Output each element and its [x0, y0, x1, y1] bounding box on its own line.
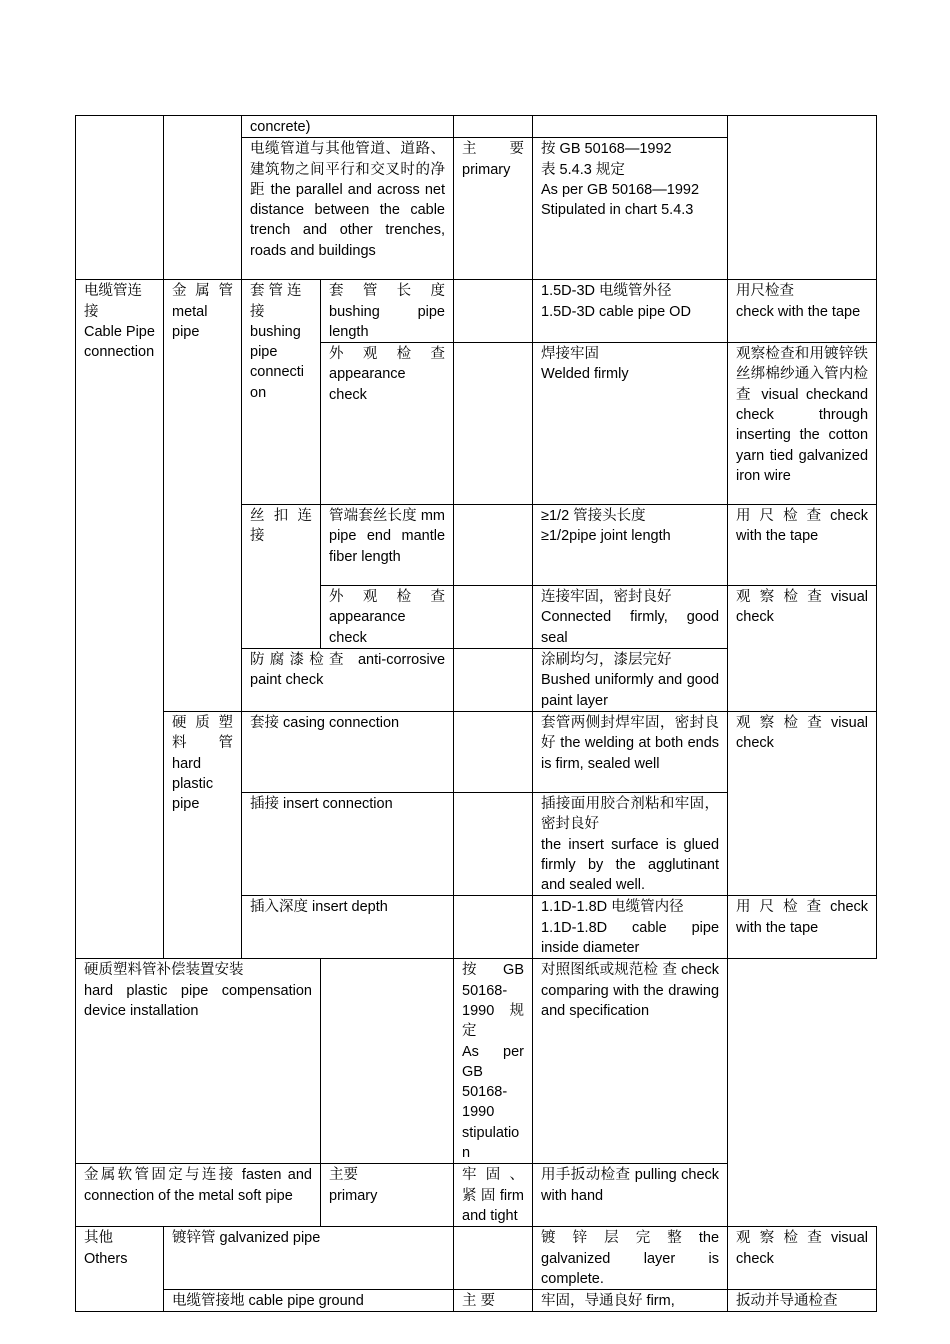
table-row — [76, 1227, 877, 1290]
cell-standard: 焊接牢固 Welded firmly — [533, 343, 728, 505]
cell-item: 镀锌管 galvanized pipe — [164, 1227, 454, 1290]
inspection-table — [75, 115, 877, 1312]
cell-blank — [76, 116, 164, 280]
cell-standard: 连接牢固，密封良好 Connected firmly, good seal — [533, 586, 728, 649]
cell-standard: 涂刷均匀，漆层完好 Bushed uniformly and good paint layer — [533, 649, 728, 712]
cell-blank — [454, 586, 533, 649]
cell-subcategory: 金 属 管 metal pipe — [164, 280, 242, 712]
cell-item: 硬质塑料管补偿装置安装 hard plastic pipe compensation device installation — [76, 959, 321, 1164]
cell-category: 其他 Others — [76, 1227, 164, 1312]
cell-item: 插接 insert connection — [242, 792, 454, 895]
cell-blank — [454, 1227, 533, 1290]
cell-method: 用 尺 检 查 check with the tape — [728, 505, 877, 586]
cell-standard: 按 GB 50168-1990 规定 As per GB 50168-1990 stipulation — [454, 959, 533, 1164]
cell-method: 用手扳动检查 pulling check with hand — [533, 1164, 728, 1227]
cell-method: 观 察 检 查 visual check — [728, 711, 877, 895]
cell-standard: 1.5D-3D 电缆管外径 1.5D-3D cable pipe OD — [533, 280, 728, 343]
cell-blank — [454, 649, 533, 712]
cell-method: 用 尺 检 查 check with the tape — [728, 896, 877, 959]
cell-standard: ≥1/2 管接头长度 ≥1/2pipe joint length — [533, 505, 728, 586]
cell-method: 用尺检查 check with the tape — [728, 280, 877, 343]
cell-item: 插入深度 insert depth — [242, 896, 454, 959]
cell-item: 外 观 检 查 appearance check — [321, 343, 454, 505]
cell-item: 管端套丝长度 mm pipe end mantle fiber length — [321, 505, 454, 586]
table-row — [76, 711, 877, 792]
cell-blank — [454, 280, 533, 343]
cell-standard: 1.1D-1.8D 电缆管内径 1.1D-1.8D cable pipe inside diameter — [533, 896, 728, 959]
cell-blank — [321, 959, 454, 1164]
table-row — [76, 1290, 877, 1312]
cell-item: 外 观 检 查 appearance check — [321, 586, 454, 649]
cell-standard: 按 GB 50168—1992 表 5.4.3 规定 As per GB 50168—1992 Stipulated in chart 5.4.3 — [533, 138, 728, 280]
cell-item: 金属软管固定与连接 fasten and connection of the metal soft pipe — [76, 1164, 321, 1227]
cell-item: 套 管 长 度 bushing pipe length — [321, 280, 454, 343]
cell-level: 主要 primary — [321, 1164, 454, 1227]
table-row — [76, 1164, 877, 1227]
cell-method: 对照图纸或规范检 查 check comparing with the drawing and specification — [533, 959, 728, 1164]
cell-level: 主 要 primary — [454, 138, 533, 280]
cell-blank — [454, 505, 533, 586]
table-row — [76, 959, 877, 1164]
cell-standard: 牢固，导通良好 firm, — [533, 1290, 728, 1312]
cell-subcategory: 硬 质 塑 料 管 hard plastic pipe — [164, 711, 242, 958]
cell-connection-type: 套 管 连 接 bushing pipe connection — [242, 280, 321, 505]
table-row — [76, 280, 877, 343]
cell-connection-type: 丝 扣 连 接 — [242, 505, 321, 649]
cell-method: 观察检查和用镀锌铁丝绑棉纱通入管内检查 visual checkand check through inserting the cotton yarn tied galvanized iron wire — [728, 343, 877, 505]
cell-blank — [454, 896, 533, 959]
cell-blank — [454, 116, 533, 138]
cell-method: 观 察 检 查 visual check — [728, 1227, 877, 1290]
cell-method: 观 察 检 查 visual check — [728, 586, 877, 712]
table-row — [76, 116, 877, 138]
cell-blank — [454, 343, 533, 505]
cell-item: 防腐漆检查 anti-corrosive paint check — [242, 649, 454, 712]
cell-item: concrete) — [242, 116, 454, 138]
cell-blank — [164, 116, 242, 280]
cell-blank — [454, 711, 533, 792]
cell-standard: 插接面用胶合剂粘和牢固，密封良好 the insert surface is glued firmly by the agglutinant and sealed well. — [533, 792, 728, 895]
cell-blank — [728, 116, 877, 280]
cell-item: 电缆管道与其他管道、道路、建筑物之间平行和交叉时的净距 the parallel and across net distance between the cable trench and other trenches, roads and buildings — [242, 138, 454, 280]
cell-item: 电缆管接地 cable pipe ground — [164, 1290, 454, 1312]
cell-standard: 套管两侧封焊牢固，密封良好 the welding at both ends is firm, sealed well — [533, 711, 728, 792]
cell-item: 套接 casing connection — [242, 711, 454, 792]
cell-level: 主 要 — [454, 1290, 533, 1312]
cell-blank — [533, 116, 728, 138]
cell-category: 电缆管连接 Cable Pipe connection — [76, 280, 164, 959]
cell-method: 扳动并导通检查 — [728, 1290, 877, 1312]
cell-standard: 牢 固 、 紧 固 firm and tight — [454, 1164, 533, 1227]
cell-blank — [454, 792, 533, 895]
cell-standard: 镀 锌 层 完 整 the galvanized layer is complete. — [533, 1227, 728, 1290]
